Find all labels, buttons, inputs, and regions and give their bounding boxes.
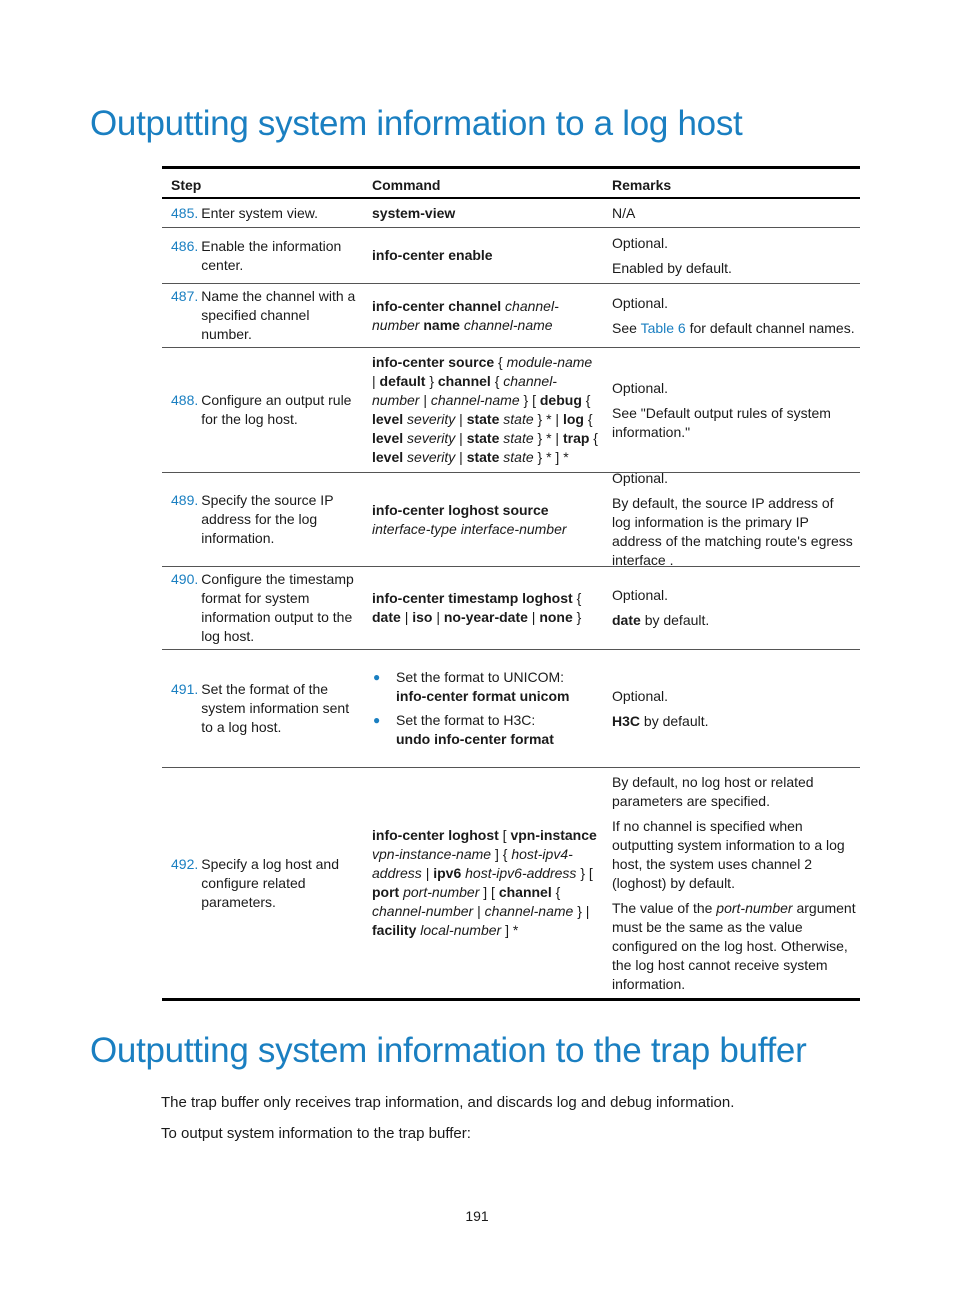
step-text: Name the channel with a specified channel number. bbox=[201, 288, 356, 342]
section-heading-trap-buffer: Outputting system information to the trap buffer bbox=[90, 1031, 807, 1070]
remark-text: date by default. bbox=[612, 612, 710, 628]
table-row bbox=[162, 199, 860, 227]
command-text: info-center loghost source interface-type interface-number bbox=[372, 501, 567, 537]
body-paragraph: To output system information to the trap buffer: bbox=[161, 1125, 471, 1142]
bullet-icon: ● bbox=[373, 670, 381, 684]
configuration-table bbox=[162, 166, 860, 1001]
step-number: 486. bbox=[171, 237, 199, 254]
header-remarks: Remarks bbox=[612, 177, 672, 193]
command-text: info-center enable bbox=[372, 247, 493, 263]
remark-text: By default, no log host or related parameters are specified. bbox=[612, 773, 814, 809]
table-row bbox=[162, 283, 860, 347]
remark-text: See Table 6 for default channel names. bbox=[612, 319, 855, 336]
step-number: 489. bbox=[171, 492, 199, 508]
step-number: 492. bbox=[171, 855, 199, 872]
step-number: 488. bbox=[171, 392, 199, 408]
table-row bbox=[162, 566, 860, 649]
remark-text: The value of the port-number argument must be the same as the value configured on the log host. Otherwise, the log host cannot receive system information. bbox=[612, 899, 856, 992]
step-number: 490. bbox=[171, 571, 199, 587]
step-text: Specify the source IP address for the log information. bbox=[201, 492, 334, 546]
step-text: Enable the information center. bbox=[201, 237, 342, 273]
remark-text: Optional. bbox=[612, 587, 669, 603]
list-item: ● Set the format to H3C: undo info-center format bbox=[373, 712, 554, 747]
remark-text: See "Default output rules of system information." bbox=[612, 404, 831, 440]
body-paragraph: The trap buffer only receives trap information, and discards log and debug information. bbox=[161, 1094, 735, 1111]
table-6-link[interactable]: Table 6 bbox=[640, 319, 686, 336]
remark-text: H3C by default. bbox=[612, 712, 709, 729]
step-text: Configure an output rule for the log host. bbox=[201, 392, 352, 427]
table-row bbox=[162, 767, 860, 998]
remark-text: Optional. bbox=[612, 234, 669, 251]
command-text: system-view bbox=[372, 204, 456, 221]
step-number: 487. bbox=[171, 288, 199, 304]
remark-text: N/A bbox=[612, 204, 636, 221]
section-heading-log-host: Outputting system information to a log host bbox=[90, 104, 743, 143]
page-number: 191 bbox=[465, 1208, 489, 1224]
step-text: Set the format of the system information sent to a log host. bbox=[201, 681, 350, 735]
table-row bbox=[162, 472, 860, 566]
remark-text: Optional. bbox=[612, 687, 669, 704]
list-item: ● Set the format to UNICOM: info-center format unicom bbox=[373, 669, 570, 704]
command-text: info-center loghost [ vpn-instance vpn-instance-name ] { host-ipv4-address | ipv6 host-ipv6-address } [ port port-number ] [ channel { channel-number | channel-name } | facility local-number ] * bbox=[372, 827, 597, 938]
table-row bbox=[162, 227, 860, 283]
step-text: Configure the timestamp format for system information output to the log host. bbox=[201, 571, 354, 644]
command-text: info-center timestamp loghost { date | iso | no-year-date | none } bbox=[372, 590, 582, 625]
header-step: Step bbox=[171, 177, 202, 193]
command-text: info-center channel channel-number name channel-name bbox=[372, 297, 559, 333]
command-text: info-center source { module-name | default } channel { channel-number | channel-name } [ debug { level severity | state state } * | log { level severity | state state } * | trap { level severity | state state } * ] * bbox=[372, 354, 598, 465]
step-text: Enter system view. bbox=[201, 204, 318, 221]
header-command: Command bbox=[372, 177, 441, 193]
step-number: 491. bbox=[171, 681, 199, 697]
remark-text: Optional. bbox=[612, 294, 669, 311]
table-row bbox=[162, 649, 860, 767]
remark-text: Optional. bbox=[612, 470, 669, 486]
table-row bbox=[162, 347, 860, 472]
step-number: 485. bbox=[171, 204, 199, 221]
table-header-row bbox=[162, 169, 860, 199]
remark-text: If no channel is specified when outputting system information to a log host, the system uses channel 2 (loghost) by default. bbox=[612, 817, 845, 891]
command-text bbox=[363, 650, 602, 767]
remark-text: Enabled by default. bbox=[612, 259, 732, 276]
remark-text: By default, the source IP address of log information is the primary IP address of the matching route's egress interface . bbox=[612, 495, 853, 568]
step-text: Specify a log host and configure related parameters. bbox=[201, 855, 340, 910]
bullet-icon: ● bbox=[373, 713, 381, 727]
remark-text: Optional. bbox=[612, 379, 669, 396]
